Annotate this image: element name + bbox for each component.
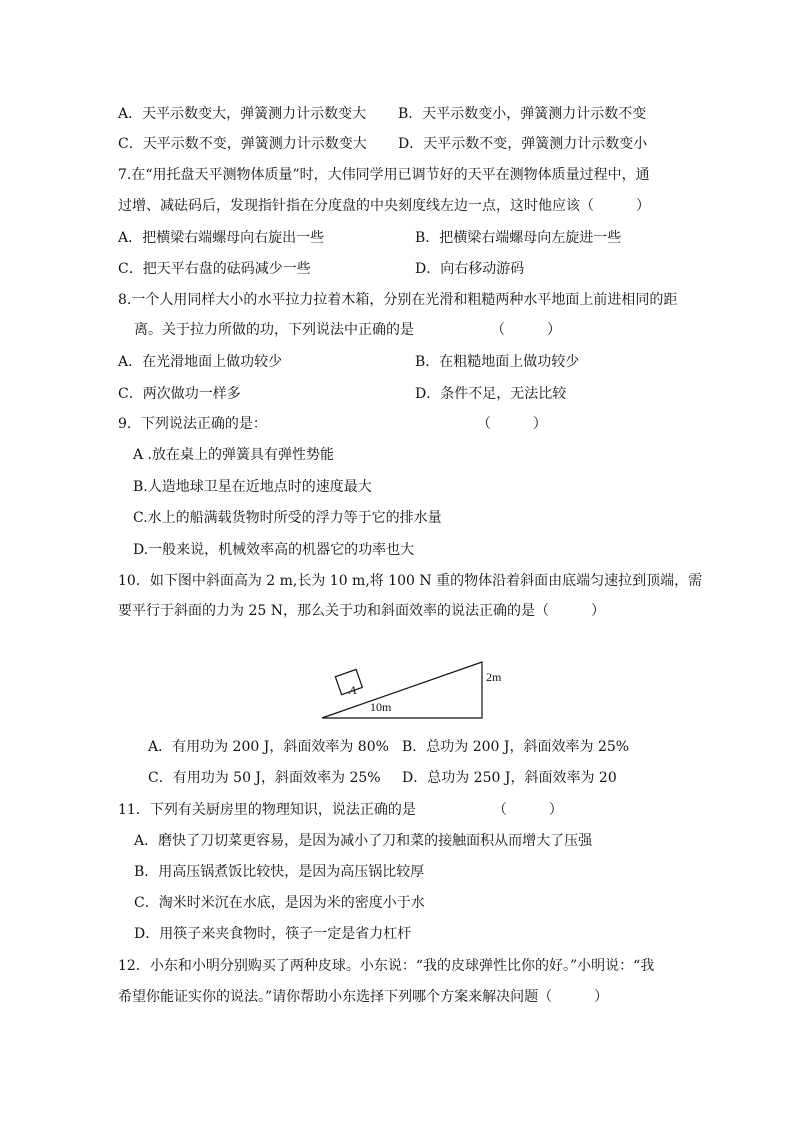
block-label: A <box>349 683 357 697</box>
q10-option-d: D．总功为 250 J，斜面效率为 20 <box>402 770 617 786</box>
q11-option-a: A．磨快了刀切菜更容易，是因为减小了刀和菜的接触面积从而增大了压强 <box>134 833 593 849</box>
length-label: 10m <box>370 700 392 714</box>
q6-option-c: C．天平示数不变，弹簧测力计示数变大 <box>118 136 367 152</box>
q11-option-c: C．淘米时米沉在水底，是因为米的密度小于水 <box>134 895 425 911</box>
q8-option-b: B．在粗糙地面上做功较少 <box>415 354 580 370</box>
q7-stem-line2: 过增、减砝码后，发现指针指在分度盘的中央刻度线左边一点，这时他应该（ ） <box>118 198 650 214</box>
height-label: 2m <box>486 670 502 684</box>
q9-stem: 9．下列说法正确的是： （ ） <box>118 416 547 432</box>
q10-stem-line2: 要平行于斜面的力为 25 N，那么关于功和斜面效率的说法正确的是（ ） <box>118 603 605 619</box>
q10-option-b: B．总功为 200 J，斜面效率为 25% <box>402 739 630 755</box>
q10-option-c: C．有用功为 50 J，斜面效率为 25% <box>148 770 381 786</box>
q6-option-d: D．天平示数不变，弹簧测力计示数变小 <box>398 136 648 152</box>
q11-option-b: B．用高压锅煮饭比较快，是因为高压锅比较厚 <box>134 864 425 880</box>
q7-option-a: A．把横梁右端螺母向右旋出一些 <box>118 230 325 246</box>
incline-figure <box>310 655 510 725</box>
q9-option-c: C.水上的船满载货物时所受的浮力等于它的排水量 <box>133 510 442 526</box>
q12-stem-line2: 希望你能证实你的说法。”请你帮助小东选择下列哪个方案来解决问题（ ） <box>118 989 609 1005</box>
q9-option-b: B.人造地球卫星在近地点时的速度最大 <box>133 479 372 495</box>
q7-option-d: D．向右移动游码 <box>415 261 525 277</box>
q7-option-c: C．把天平右盘的砝码减少一些 <box>118 261 311 277</box>
q8-option-c: C．两次做功一样多 <box>118 386 241 402</box>
q12-stem-line1: 12．小东和小明分别购买了两种皮球。小东说：“我的皮球弹性比你的好。”小明说：“我 <box>118 958 655 974</box>
q6-option-b: B．天平示数变小，弹簧测力计示数不变 <box>398 106 647 122</box>
q6-option-a: A．天平示数变大，弹簧测力计示数变大 <box>118 106 367 122</box>
q10-stem-line1: 10．如下图中斜面高为 2 m,长为 10 m,将 100 N 重的物体沿着斜面由底端匀速拉到顶端，需 <box>118 573 703 589</box>
q7-option-b: B．把横梁右端螺母向左旋进一些 <box>415 230 622 246</box>
q10-option-a: A．有用功为 200 J，斜面效率为 80% <box>148 739 389 755</box>
q8-stem-line1: 8.一个人用同样大小的水平拉力拉着木箱，分别在光滑和粗糙两种水平地面上前进相同的距 <box>118 292 678 308</box>
q8-option-d: D．条件不足，无法比较 <box>415 386 567 402</box>
q11-stem: 11．下列有关厨房里的物理知识，说法正确的是 （ ） <box>118 802 563 818</box>
q8-stem-line2: 离。关于拉力所做的功，下列说法中正确的是 （ ） <box>134 322 561 338</box>
q7-stem-line1: 7.在“用托盘天平测物体质量”时，大伟同学用已调节好的天平在测物体质量过程中，通 <box>118 167 650 183</box>
q9-option-d: D.一般来说，机械效率高的机器它的功率也大 <box>133 542 415 558</box>
q9-option-a: A .放在桌上的弹簧具有弹性势能 <box>133 447 335 463</box>
q11-option-d: D．用筷子来夹食物时，筷子一定是省力杠杆 <box>134 926 412 942</box>
q8-option-a: A．在光滑地面上做功较少 <box>118 354 283 370</box>
